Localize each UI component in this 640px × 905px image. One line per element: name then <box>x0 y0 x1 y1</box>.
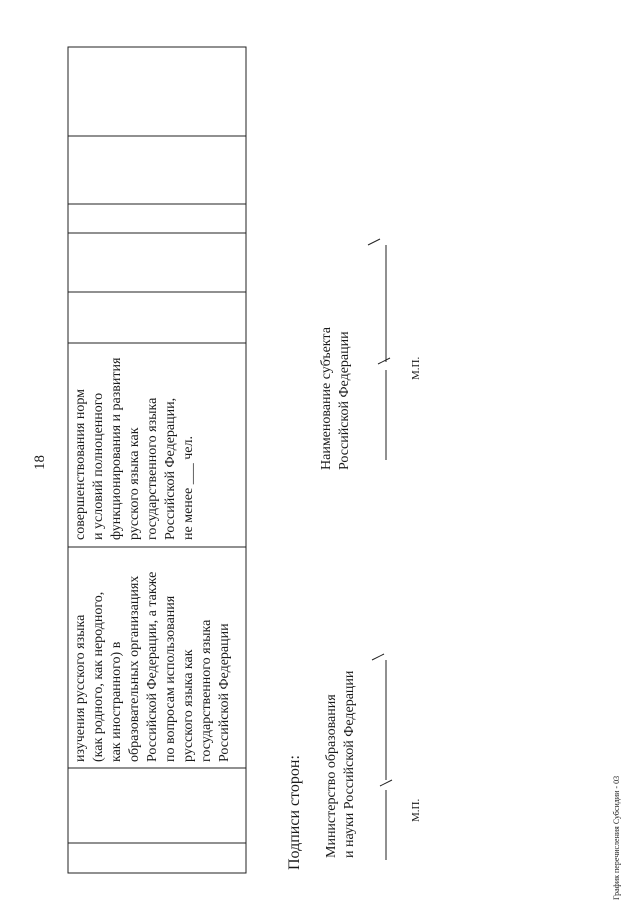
cell-line: образовательных организациях <box>127 575 142 762</box>
cell-line: как иностранного) в <box>109 641 124 762</box>
party-a-line1: Министерство образования <box>324 694 339 858</box>
cell-line: государственного языка <box>145 397 160 540</box>
cell-line: (как родного, как неродного, <box>91 591 106 762</box>
cell-line: функционирования и развития <box>109 357 124 540</box>
cell-line: совершенствования норм <box>73 389 88 540</box>
stamp-label-a: М.П. <box>410 798 422 822</box>
cell-line: русского языка как <box>127 427 142 540</box>
cell-line: государственного языка <box>199 619 214 762</box>
cell-line: Российской Федерации, <box>163 397 178 540</box>
party-a-line2: и науки Российской Федерации <box>342 670 357 858</box>
page-number: 18 <box>32 455 48 470</box>
cell-line: Российской Федерации, а также <box>145 571 160 762</box>
slash-a2 <box>372 654 384 660</box>
stamp-label-b: М.П. <box>410 356 422 380</box>
cell-line: и условий полноценного <box>91 392 106 540</box>
party-b-line2: Российской Федерации <box>337 331 352 470</box>
cell-line: Российской Федерации <box>217 623 232 762</box>
cell-line: изучения русского языка <box>73 614 88 762</box>
party-b-line1: Наименование субъекта <box>319 327 334 470</box>
signatures-title: Подписи сторон: <box>286 755 303 870</box>
cell-line: по вопросам использования <box>163 595 178 762</box>
cell-line: русского языка как <box>181 649 196 762</box>
footer-note: График перечисления Субсидии - 03 <box>612 775 621 900</box>
slash-a1 <box>380 780 392 786</box>
cell-line: не менее ___ чел. <box>181 436 196 540</box>
slash-b1 <box>378 358 390 364</box>
slash-b2 <box>368 239 380 245</box>
